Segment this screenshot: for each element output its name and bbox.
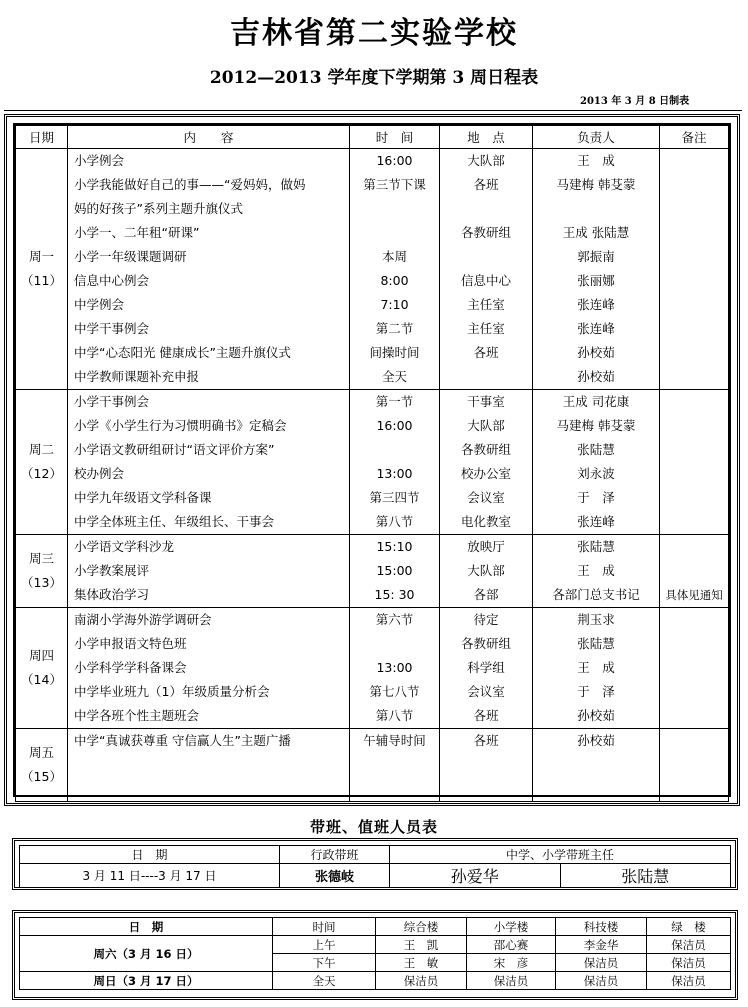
schedule-entry-place: 会议室 (467, 684, 505, 699)
schedule-entry-note (660, 438, 728, 462)
note-cell (660, 729, 729, 802)
schedule-entry-time: 第三四节 (369, 490, 420, 505)
schedule-entry-place: 各教研组 (460, 636, 511, 651)
schedule-entry-place: 干事室 (467, 394, 505, 409)
schedule-entry-place: 各班 (473, 733, 499, 748)
schedule-entry-place: 各教研组 (460, 442, 511, 457)
duty-date: 3 月 11 日----3 月 17 日 (20, 864, 280, 888)
schedule-entry-note (660, 293, 728, 317)
schedule-entry-person: 刘永波 (577, 466, 615, 481)
day-label (16, 149, 68, 390)
day-label (16, 535, 68, 608)
duty-header-admin: 行政带班 (280, 846, 390, 864)
content-cell (68, 729, 350, 802)
wk-saturday: 周六（3 月 16 日） (20, 936, 273, 972)
schedule-entry-person (533, 197, 659, 221)
schedule-entry-note (660, 173, 728, 197)
day-name: 周三 (28, 551, 54, 566)
schedule-header-row (16, 126, 729, 149)
schedule-entry-content: 集体政治学习 (74, 587, 150, 602)
schedule-entry-time: 16:00 (376, 418, 413, 433)
wk-cell: 保洁员 (556, 954, 647, 972)
wk-cell: 保洁员 (556, 972, 647, 990)
schedule-entry-person: 于 泽 (577, 684, 615, 699)
schedule-entry-note (660, 197, 728, 221)
schedule-entry-place: 放映厅 (467, 539, 505, 554)
person-cell (533, 729, 660, 802)
place-cell (440, 535, 533, 608)
wk-header-building-4: 绿 楼 (647, 918, 731, 936)
schedule-entry-note (660, 656, 728, 680)
person-cell (533, 608, 660, 729)
schedule-entry-note (660, 608, 728, 632)
schedule-entry-time: 13:00 (376, 660, 413, 675)
schedule-entry-note (660, 414, 728, 438)
schedule-entry-place (440, 777, 532, 801)
schedule-entry-place (440, 245, 532, 269)
day-number: （14） (21, 672, 62, 687)
duty-admin: 张德岐 (280, 864, 390, 888)
day-name: 周五 (28, 745, 54, 760)
duty-table (19, 845, 731, 888)
schedule-entry-time: 第七八节 (369, 684, 420, 699)
schedule-entry-time (350, 753, 439, 777)
col-place: 地 点 (440, 126, 533, 149)
schedule-entry-time: 第一节 (375, 394, 414, 409)
schedule-entry-person: 各部门总支书记 (552, 587, 640, 602)
schedule-entry-content: 小学《小学生行为习惯明确书》定稿会 (74, 418, 287, 433)
time-cell (350, 149, 440, 390)
note-cell (660, 535, 729, 608)
schedule-entry-place: 各班 (473, 708, 499, 723)
schedule-entry-person: 郭振南 (577, 249, 615, 264)
note-cell (660, 149, 729, 390)
schedule-entry-content: 中学教师课题补充申报 (74, 369, 200, 384)
weekly-schedule-table (15, 125, 729, 802)
schedule-entry-content: 小学例会 (74, 153, 125, 168)
wk-header-building-2: 小学楼 (467, 918, 556, 936)
schedule-entry-note (660, 510, 728, 534)
schedule-entry-person: 孙校茹 (577, 345, 615, 360)
day-name: 周四 (28, 648, 54, 663)
schedule-entry-content: 小学语文学科沙龙 (74, 539, 175, 554)
schedule-entry-note (660, 535, 728, 559)
schedule-entry-place: 各部 (473, 587, 499, 602)
weekend-table (19, 917, 731, 990)
day-block (16, 535, 729, 608)
schedule-entry-time (350, 197, 439, 221)
schedule-entry-time: 第三节下课 (363, 177, 426, 192)
schedule-entry-person: 张连峰 (577, 321, 615, 336)
schedule-entry-place: 主任室 (467, 321, 505, 336)
schedule-entry-time: 全天 (381, 369, 407, 384)
day-label (16, 729, 68, 802)
time-cell (350, 608, 440, 729)
schedule-entry-place: 大队部 (467, 563, 505, 578)
schedule-entry-place: 大队部 (467, 418, 505, 433)
wk-header-building-1: 综合楼 (376, 918, 467, 936)
schedule-entry-time: 15:10 (376, 539, 413, 554)
schedule-entry-time: 15: 30 (374, 587, 415, 602)
schedule-entry-content: 小学一、二年租“研课” (74, 225, 200, 240)
schedule-entry-time: 16:00 (376, 153, 413, 168)
made-date: 2013 年 3 月 8 日制表 (580, 96, 690, 107)
wk-cell: 王 敏 (376, 954, 467, 972)
schedule-entry-person: 王成 张陆慧 (562, 225, 630, 240)
schedule-entry-person: 孙校茹 (577, 369, 615, 384)
schedule-entry-person: 王 成 (577, 660, 615, 675)
time-cell (350, 535, 440, 608)
schedule-entry-person: 马建梅 韩芟蒙 (556, 418, 636, 433)
schedule-entry-content: 中学各班个性主题班会 (74, 708, 200, 723)
schedule-entry-content: 中学“真诚获尊重 守信赢人生”主题广播 (74, 733, 291, 748)
schedule-entry-person: 张连峰 (577, 297, 615, 312)
schedule-entry-place: 科学组 (467, 660, 505, 675)
schedule-entry-content: 校办例会 (74, 466, 125, 481)
wk-header-time: 时间 (273, 918, 376, 936)
schedule-subtitle: 2012—2013 学年度下学期第 3 周日程表 (209, 68, 539, 88)
day-label (16, 608, 68, 729)
schedule-entry-note (660, 680, 728, 704)
schedule-entry-note (660, 777, 728, 801)
schedule-entry-content: 小学教案展评 (74, 563, 150, 578)
schedule-entry-person: 张陆慧 (577, 636, 615, 651)
schedule-entry-content: 中学毕业班九（1）年级质量分析会 (74, 684, 270, 699)
schedule-entry-time: 13:00 (376, 466, 413, 481)
schedule-entry-content: 中学例会 (74, 297, 125, 312)
school-title: 吉林省第二实验学校 (230, 16, 518, 51)
schedule-entry-time: 7:10 (380, 297, 409, 312)
schedule-entry-note (660, 149, 728, 173)
schedule-entry-place (440, 365, 532, 389)
day-block (16, 608, 729, 729)
day-number: （13） (21, 575, 62, 590)
schedule-entry-content (68, 777, 349, 801)
schedule-entry-content: 中学九年级语文学科备课 (74, 490, 212, 505)
duty-teacher-2: 张陆慧 (560, 864, 731, 888)
schedule-entry-note (660, 390, 728, 414)
place-cell (440, 608, 533, 729)
wk-cell: 保洁员 (376, 972, 467, 990)
duty-title: 带班、值班人员表 (309, 818, 438, 836)
schedule-entry-person: 张丽娜 (577, 273, 615, 288)
content-cell (68, 535, 350, 608)
schedule-entry-note (660, 341, 728, 365)
schedule-entry-note (660, 486, 728, 510)
schedule-entry-time: 午辅导时间 (363, 733, 426, 748)
person-cell (533, 149, 660, 390)
schedule-entry-note (660, 317, 728, 341)
schedule-entry-person: 孙校茹 (577, 708, 615, 723)
wk-cell: 保洁员 (647, 936, 731, 954)
time-cell (350, 390, 440, 535)
col-date: 日期 (16, 126, 68, 149)
schedule-entry-person: 张陆慧 (577, 442, 615, 457)
wk-cell: 保洁员 (647, 954, 731, 972)
wk-sunday: 周日（3 月 17 日） (20, 972, 273, 990)
schedule-entry-content: 南湖小学海外游学调研会 (74, 612, 212, 627)
col-content: 内 容 (68, 126, 350, 149)
schedule-entry-content: 小学我能做好自己的事——“爱妈妈，做妈 (74, 177, 306, 192)
weekly-schedule-frame (4, 114, 740, 806)
schedule-entry-content: 中学“心态阳光 健康成长”主题升旗仪式 (74, 345, 291, 360)
wk-header-building-3: 科技楼 (556, 918, 647, 936)
schedule-entry-content: 小学语文教研组研讨“语文评价方案” (74, 442, 275, 457)
schedule-entry-time: 本周 (381, 249, 407, 264)
schedule-entry-place: 主任室 (467, 297, 505, 312)
content-cell (68, 608, 350, 729)
schedule-entry-place: 信息中心 (460, 273, 511, 288)
content-cell (68, 390, 350, 535)
time-cell (350, 729, 440, 802)
place-cell (440, 149, 533, 390)
schedule-entry-note (660, 221, 728, 245)
schedule-entry-person: 张陆慧 (577, 539, 615, 554)
day-block (16, 149, 729, 390)
day-name: 周一 (28, 249, 54, 264)
schedule-entry-place: 校办公室 (460, 466, 511, 481)
schedule-entry-person: 张连峰 (577, 514, 615, 529)
schedule-entry-person: 王成 司花康 (562, 394, 630, 409)
schedule-entry-place (440, 753, 532, 777)
schedule-entry-note (660, 559, 728, 583)
schedule-entry-person (533, 753, 659, 777)
duty-teacher-1: 孙爱华 (390, 864, 561, 888)
schedule-entry-place: 大队部 (467, 153, 505, 168)
schedule-entry-person: 于 泽 (577, 490, 615, 505)
schedule-entry-content: 中学干事例会 (74, 321, 150, 336)
schedule-entry-person: 马建梅 韩芟蒙 (556, 177, 636, 192)
schedule-entry-place: 电化教室 (460, 514, 511, 529)
schedule-entry-note (660, 269, 728, 293)
schedule-entry-person: 王 成 (577, 153, 615, 168)
schedule-entry-note (660, 365, 728, 389)
day-number: （12） (21, 466, 62, 481)
schedule-entry-place: 各班 (473, 177, 499, 192)
content-cell (68, 149, 350, 390)
schedule-entry-time (350, 438, 439, 462)
schedule-entry-place: 待定 (473, 612, 499, 627)
schedule-entry-note (660, 462, 728, 486)
col-note: 备注 (660, 126, 729, 149)
day-block (16, 390, 729, 535)
schedule-entry-time (350, 632, 439, 656)
schedule-entry-place (440, 197, 532, 221)
schedule-entry-time: 第二节 (375, 321, 414, 336)
day-number: （15） (21, 769, 62, 784)
schedule-entry-content: 妈的好孩子”系列主题升旗仪式 (74, 201, 243, 216)
schedule-entry-person: 王 成 (577, 563, 615, 578)
schedule-entry-time (350, 221, 439, 245)
schedule-entry-content: 信息中心例会 (74, 273, 150, 288)
schedule-entry-place: 各班 (473, 345, 499, 360)
col-time: 时 间 (350, 126, 440, 149)
schedule-entry-time (350, 777, 439, 801)
schedule-entry-note (660, 632, 728, 656)
duty-header-teacher: 中学、小学带班主任 (390, 846, 731, 864)
schedule-entry-place: 会议室 (467, 490, 505, 505)
wk-header-date: 日 期 (20, 918, 273, 936)
day-name: 周二 (28, 442, 54, 457)
wk-cell: 宋 彦 (467, 954, 556, 972)
duty-header-date: 日 期 (20, 846, 280, 864)
schedule-entry-note (660, 704, 728, 728)
schedule-entry-time: 8:00 (380, 273, 409, 288)
wk-cell: 全天 (273, 972, 376, 990)
schedule-entry-person: 孙校茹 (577, 733, 615, 748)
schedule-entry-note (660, 245, 728, 269)
schedule-entry-content: 中学全体班主任、年级组长、干事会 (74, 514, 275, 529)
schedule-entry-person: 荆玉求 (577, 612, 615, 627)
schedule-entry-note (660, 753, 728, 777)
wk-cell: 李金华 (556, 936, 647, 954)
wk-cell: 保洁员 (647, 972, 731, 990)
schedule-entry-time: 间操时间 (369, 345, 420, 360)
wk-cell: 邵心赛 (467, 936, 556, 954)
note-cell (660, 390, 729, 535)
wk-cell: 王 凯 (376, 936, 467, 954)
duty-frame (12, 838, 738, 890)
schedule-entry-person (533, 777, 659, 801)
person-cell (533, 390, 660, 535)
schedule-entry-content: 小学科学学科备课会 (74, 660, 187, 675)
place-cell (440, 729, 533, 802)
wk-cell: 下午 (273, 954, 376, 972)
wk-cell: 保洁员 (467, 972, 556, 990)
weekend-frame (12, 910, 738, 1000)
day-block (16, 729, 729, 802)
header-divider (4, 110, 742, 111)
place-cell (440, 390, 533, 535)
schedule-entry-time: 第八节 (375, 514, 414, 529)
schedule-entry-time: 15:00 (376, 563, 413, 578)
schedule-entry-note (660, 729, 728, 753)
schedule-entry-content (68, 753, 349, 777)
schedule-entry-time: 第八节 (375, 708, 414, 723)
schedule-entry-time: 第六节 (375, 612, 414, 627)
col-person: 负责人 (533, 126, 660, 149)
person-cell (533, 535, 660, 608)
note-cell (660, 608, 729, 729)
schedule-entry-content: 小学申报语文特色班 (74, 636, 187, 651)
schedule-entry-place: 各教研组 (460, 225, 511, 240)
day-label (16, 390, 68, 535)
wk-cell: 上午 (273, 936, 376, 954)
schedule-entry-note: 具体见通知 (665, 588, 723, 602)
schedule-entry-content: 小学干事例会 (74, 394, 150, 409)
schedule-entry-content: 小学一年级课题调研 (74, 249, 187, 264)
day-number: （11） (21, 273, 62, 288)
